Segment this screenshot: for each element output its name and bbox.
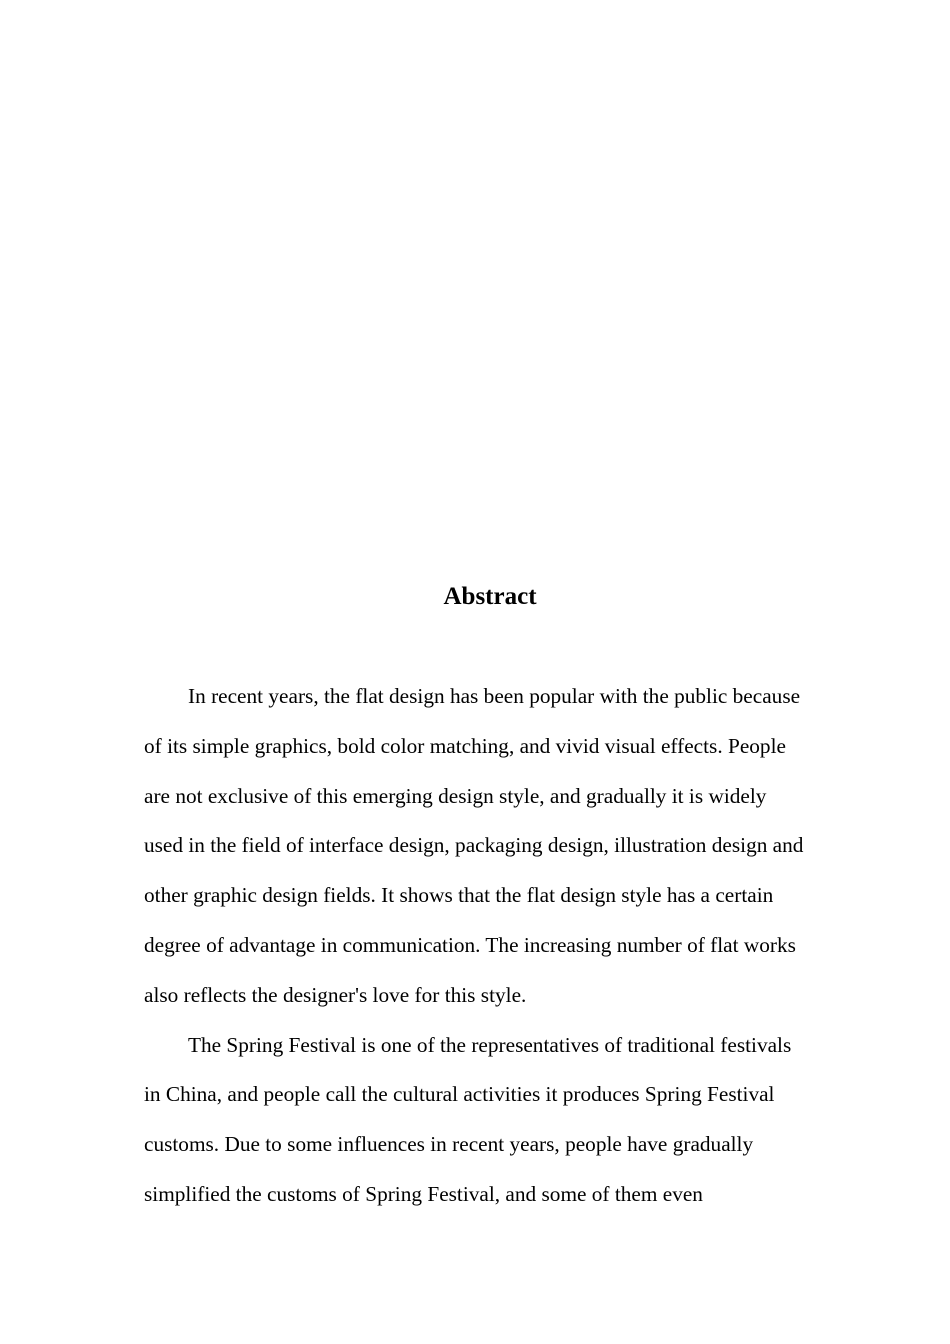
paragraph-2 bbox=[144, 1021, 838, 1220]
text-line: degree of advantage in communication. The increasing number of flat works bbox=[144, 932, 796, 957]
text-line: also reflects the designer's love for this style. bbox=[144, 982, 527, 1007]
text-line: In recent years, the flat design has been popular with the public because bbox=[188, 684, 801, 708]
abstract-body bbox=[144, 672, 838, 1220]
text-line: customs. Due to some influences in recent years, people have gradually bbox=[144, 1132, 754, 1157]
text-line: are not exclusive of this emerging design style, and gradually it is widely bbox=[144, 783, 767, 808]
paragraph-1 bbox=[144, 672, 838, 1021]
text-line: used in the field of interface design, packaging design, illustration design and bbox=[144, 833, 804, 858]
text-line: simplified the customs of Spring Festival, and some of them even bbox=[144, 1181, 703, 1206]
abstract-heading: Abstract bbox=[443, 583, 537, 610]
text-line: The Spring Festival is one of the representatives of traditional festivals bbox=[188, 1032, 792, 1057]
text-line: in China, and people call the cultural activities it produces Spring Festival bbox=[144, 1082, 775, 1107]
text-line: other graphic design fields. It shows that the flat design style has a certain bbox=[144, 883, 774, 908]
text-line: of its simple graphics, bold color matching, and vivid visual effects. People bbox=[144, 733, 786, 758]
